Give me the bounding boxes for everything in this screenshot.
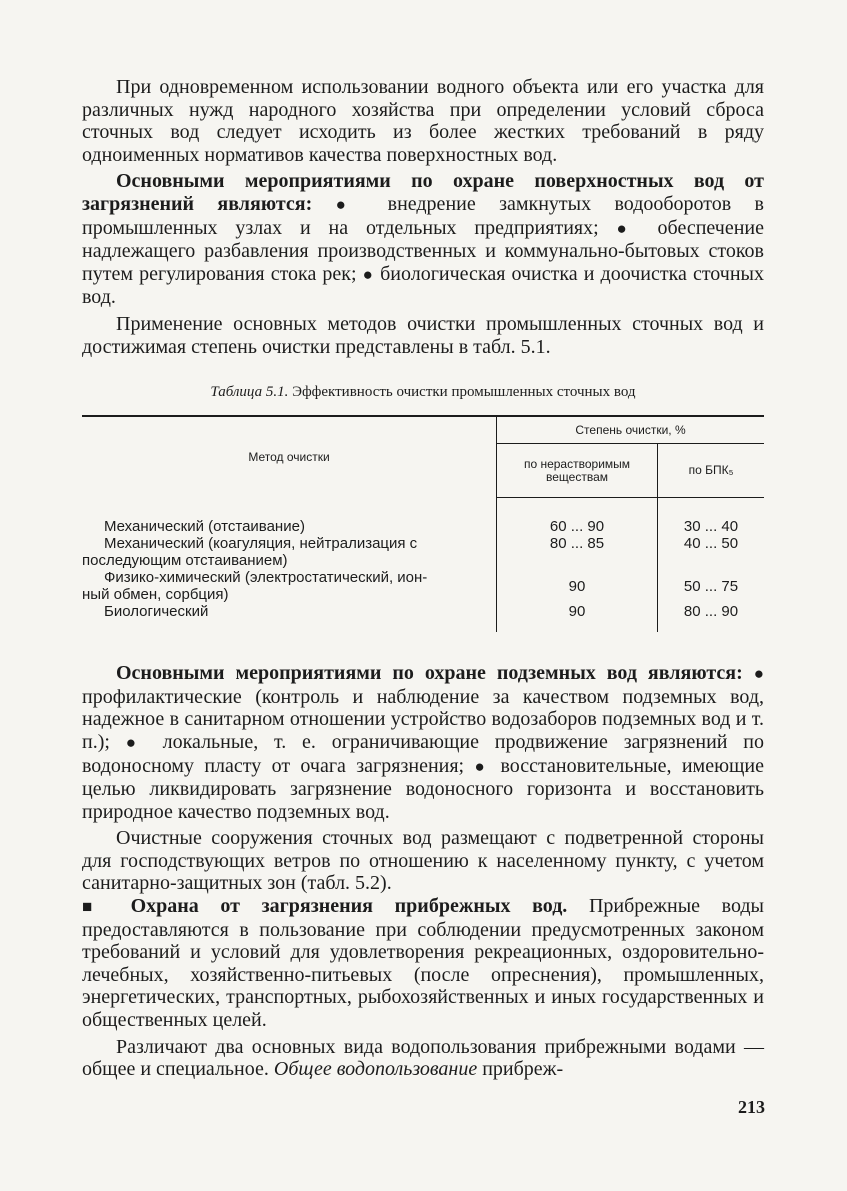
ground-measure-1: профилактические (контроль и наблюдение за качеством подземных вод, надежное в санитарном отношении устройство водозаборов подземных вод и т. п.); — [82, 685, 764, 753]
value-bod5: 30 ... 40 — [683, 518, 739, 536]
table-row — [82, 535, 764, 569]
header-bod5: по БПК₅ — [658, 444, 765, 498]
method-cell: Биологический — [82, 603, 497, 620]
value-bod5: 40 ... 50 — [683, 535, 739, 553]
method-cell: Механический (отстаивание) — [82, 518, 497, 535]
value-insoluble: 60 ... 90 — [497, 518, 658, 535]
paragraph-coastal-waters — [82, 895, 764, 1032]
coastal-section-heading: Охрана от загрязнения прибрежных вод. — [130, 895, 568, 918]
paragraph-1: При одновременном использовании водного объекта или его участка для различных нужд народного хозяйства при определении условий сброса сточных вод следует исходить из более жестких требований в ряду одноименных нормативов качества поверхностных вод. — [82, 76, 764, 166]
paragraph-surface-water-measures — [82, 170, 764, 309]
method-cell: Механический (коагуляция, нейтрализация с последующим отстаиванием) — [82, 535, 497, 569]
value-insoluble: 90 — [497, 603, 658, 620]
bullet-icon: ● — [474, 756, 491, 776]
bullet-icon: ● — [125, 732, 147, 752]
table-row — [82, 569, 764, 603]
ground-measure-3: восстановительные, имеющие целью ликвидировать загрязнение водоносного горизонта и восстановить природное качество подземных вод. — [82, 754, 764, 823]
coastal-section-text: Прибрежные воды предоставляются в пользование при соблюдении предусмотренных законом требований и условий для удовлетворения рекреационных, оздоровительно-лечебных, хозяйственно-питьевых (после опреснения), промышленных, энергетических, транспортных, рыбохозяйственных и иных государственных и общественных целей. — [82, 895, 764, 1032]
value-insoluble: 90 — [497, 569, 658, 603]
paragraph-ground-water-measures — [82, 662, 764, 823]
value-bod5: 80 ... 90 — [683, 603, 739, 621]
bullet-icon: ● — [753, 664, 764, 684]
value-insoluble: 80 ... 85 — [497, 535, 658, 569]
value-bod5: 50 ... 75 — [683, 577, 739, 595]
surface-measure-2: обеспечение надлежащего разбавления производственных и коммунально-бытовых стоков путем регулирования стока рек; — [82, 216, 764, 285]
table-caption-prefix: Таблица 5.1. — [210, 384, 289, 401]
ground-measure-2: локальные, т. е. ограничивающие продвижение загрязнений по водоносному пласту от очага загрязнения; — [82, 730, 765, 777]
page-number: 213 — [738, 1097, 765, 1117]
header-degree: Степень очистки, % — [497, 416, 765, 444]
header-insoluble: по нерастворимым веществам — [497, 444, 658, 498]
water-use-italic-term: Общее водопользование — [273, 1058, 478, 1081]
paragraph-water-use-types — [82, 1036, 764, 1081]
purification-table — [82, 415, 764, 632]
table-row — [82, 518, 764, 535]
surface-measures-lead: Основными мероприятиями по охране поверхностных вод от загрязнений являются: — [82, 170, 764, 215]
table-row — [82, 603, 764, 620]
page-content — [82, 76, 764, 1081]
water-use-text-start: Различают два основных вида водопользования прибрежными водами — общее и специальное. — [82, 1035, 764, 1081]
bullet-icon: ● — [335, 194, 365, 214]
table-caption-text: Эффективность очистки промышленных сточных вод — [292, 384, 636, 401]
paragraph-table-reference: Применение основных методов очистки промышленных сточных вод и достижимая степень очистки представлены в табл. 5.1. — [82, 312, 764, 358]
bullet-icon: ● — [362, 264, 375, 284]
table-caption — [82, 384, 764, 401]
header-method: Метод очистки — [82, 416, 497, 498]
ground-measures-lead: Основными мероприятиями по охране подземных вод являются: — [116, 662, 743, 685]
paragraph-treatment-facilities: Очистные сооружения сточных вод размещают с подветренной стороны для господствующих ветров по отношению к населенному пункту, с учетом санитарно-защитных зон (табл. 5.2). — [82, 827, 764, 895]
bullet-icon: ● — [616, 218, 640, 238]
method-cell: Физико-химический (электростатический, ион- ный обмен, сорбция) — [82, 569, 497, 603]
surface-measure-3: биологическая очистка и доочистка сточных вод. — [82, 262, 764, 309]
water-use-text-end: прибреж- — [482, 1058, 564, 1081]
table-container — [82, 415, 764, 632]
square-marker-icon: ■ — [82, 897, 109, 917]
surface-measure-1: внедрение замкнутых водооборотов в промышленных узлах и на отдельных предприятиях; — [82, 192, 764, 239]
